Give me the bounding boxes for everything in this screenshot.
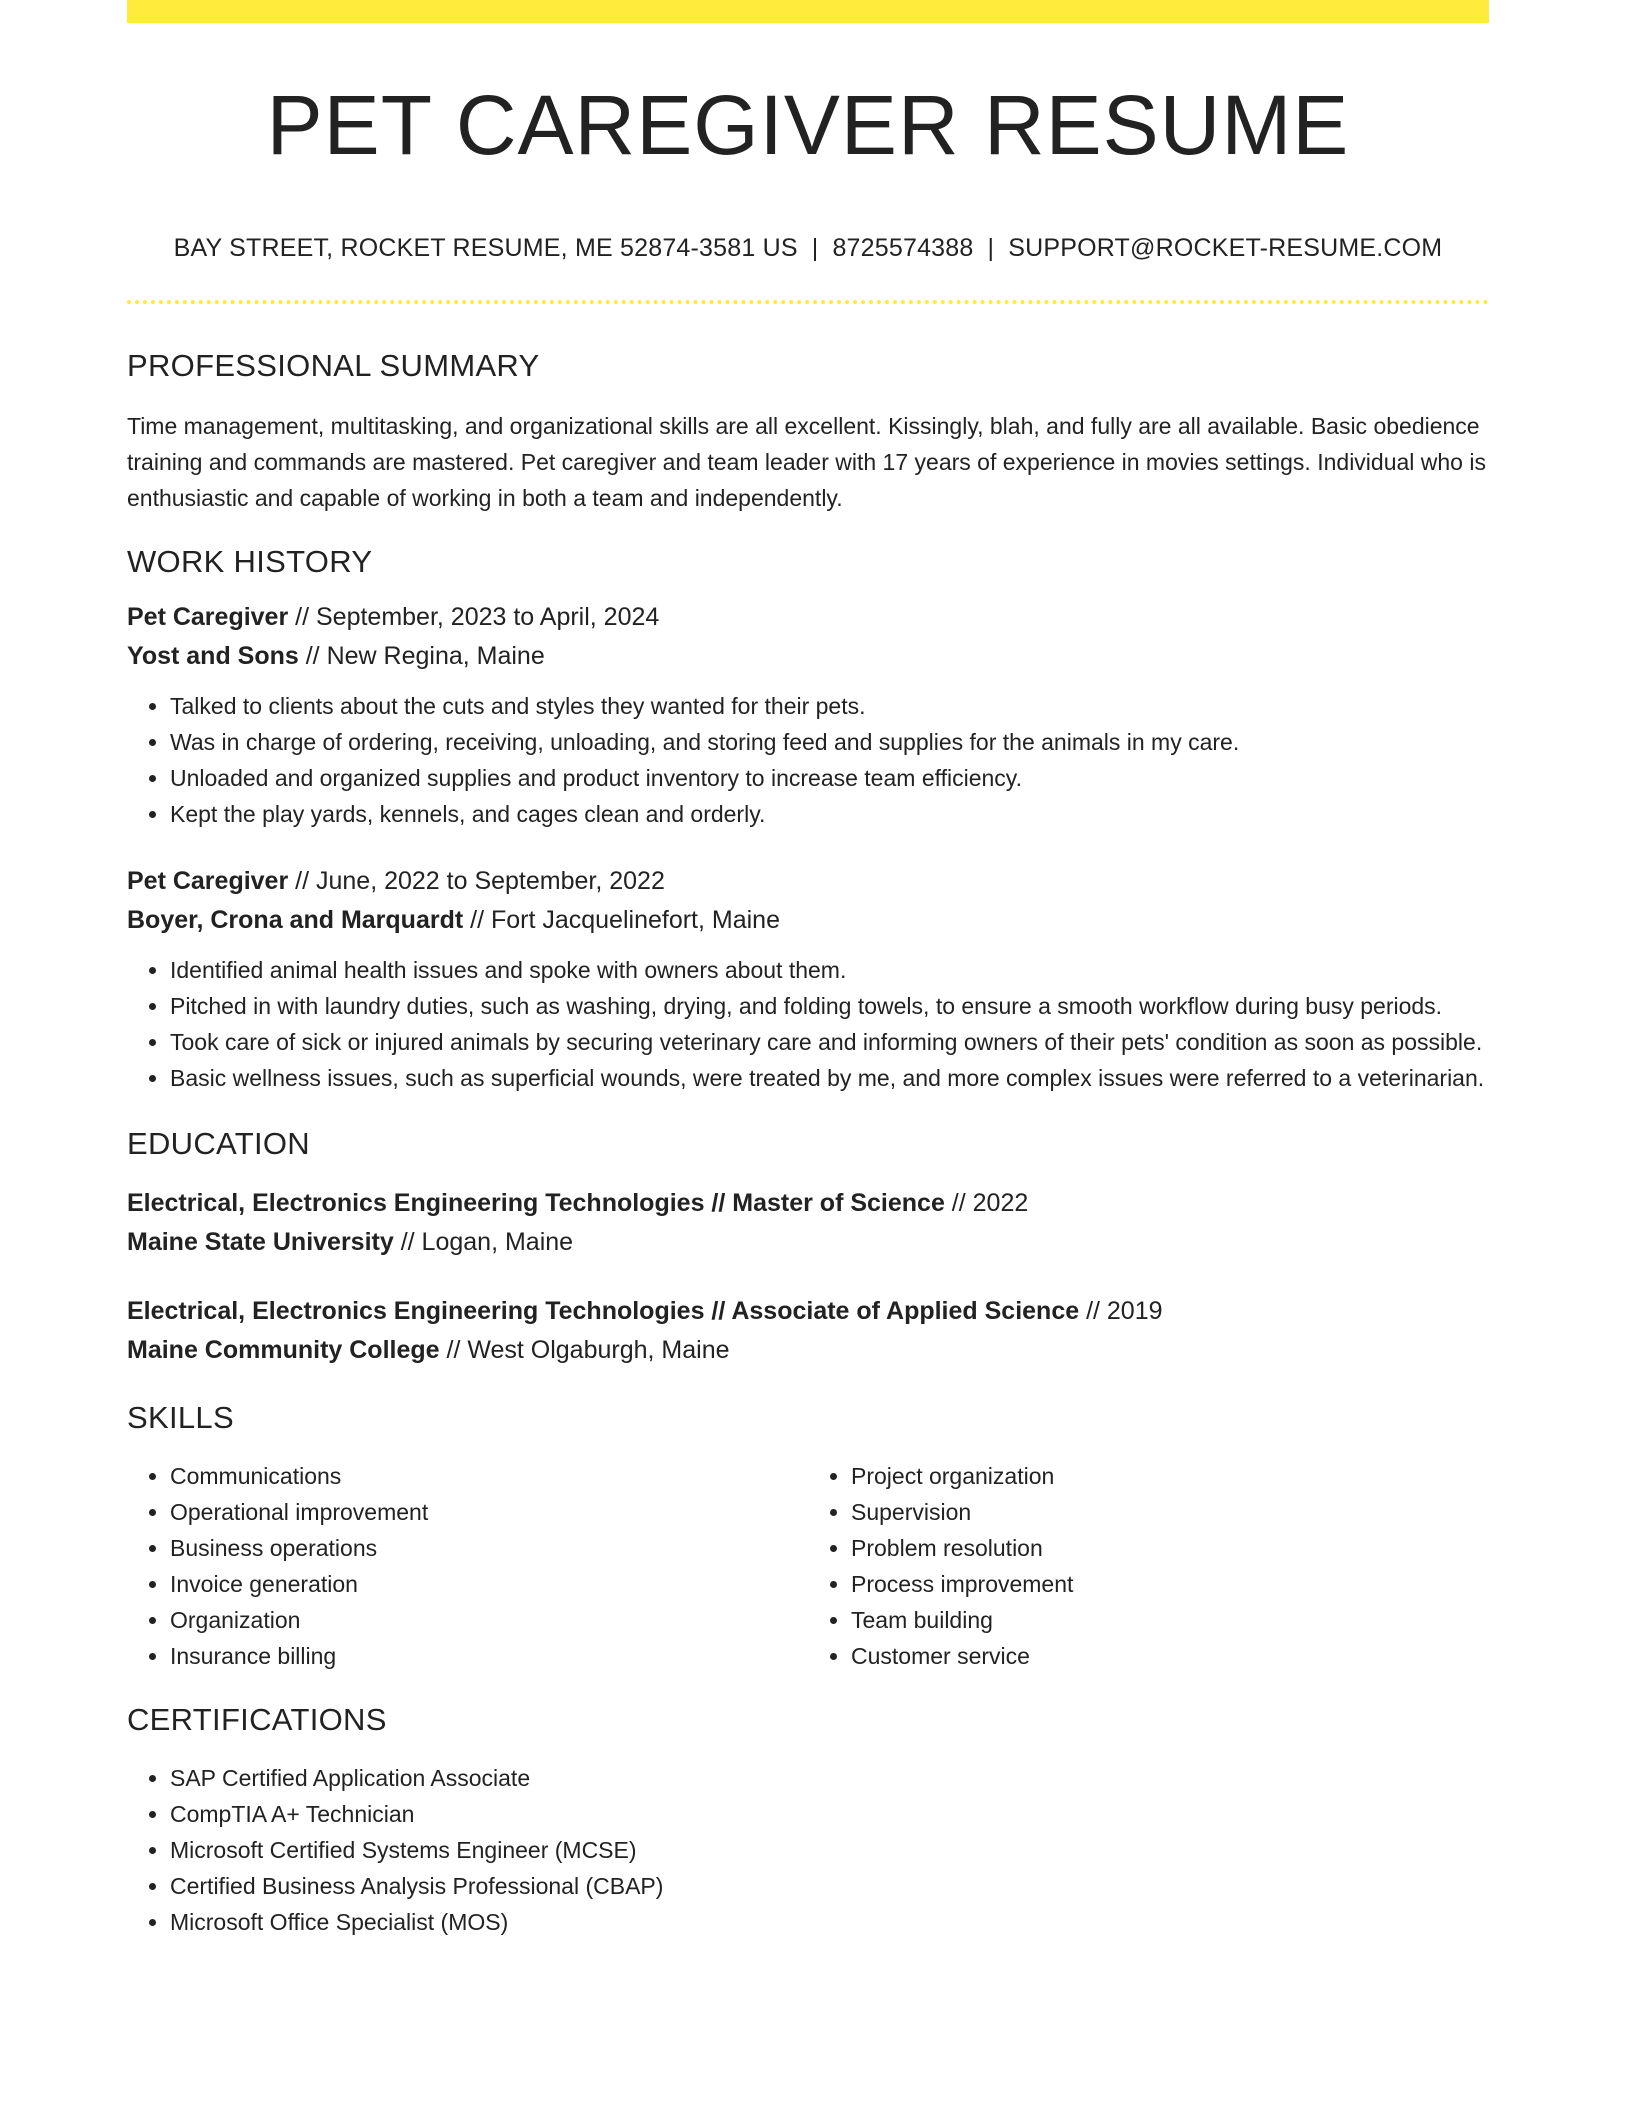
contact-separator: | [987,234,995,262]
job-location: // Fort Jacquelinefort, Maine [463,906,780,934]
job-dates: // September, 2023 to April, 2024 [288,603,660,631]
certifications-section [127,1702,1489,1940]
job-bullets [127,688,1489,832]
list-item: • Took care of sick or injured animals by securing veterinary care and informing owners of their pets' condition as soon as possible. [170,1024,1489,1060]
education-school: Maine Community College [127,1336,440,1364]
contact-address: BAY STREET, ROCKET RESUME, ME 52874-3581 US [173,234,798,262]
skills-columns [127,1458,1489,1674]
section-heading-work: WORK HISTORY [127,544,373,579]
list-item: • Identified animal health issues and spoke with owners about them. [170,952,1489,988]
top-accent-bar [127,0,1489,23]
list-item: • Problem resolution [851,1530,1489,1566]
skills-list-right [808,1458,1489,1674]
skills-section [127,1400,1489,1674]
list-item: • Kept the play yards, kennels, and cages clean and orderly. [170,796,1489,832]
education-entry [127,1292,1489,1370]
list-item: • Supervision [851,1494,1489,1530]
education-school: Maine State University [127,1228,394,1256]
education-location: // West Olgaburgh, Maine [439,1336,730,1364]
contact-phone: 8725574388 [832,234,974,262]
contact-email: SUPPORT@ROCKET-RESUME.COM [1008,234,1443,262]
education-year: // 2022 [944,1189,1029,1217]
work-history-section [127,544,1489,1096]
resume-page [127,0,1489,1940]
skills-list-left [127,1458,808,1674]
education-section [127,1126,1489,1370]
list-item: • Operational improvement [170,1494,808,1530]
list-item: • Customer service [851,1638,1489,1674]
list-item: • SAP Certified Application Associate [170,1760,1489,1796]
summary-text: Time management, multitasking, and organizational skills are all excellent. Kissingly, blah, and fully are all available. Basic obedience training and commands are mastered. Pet caregiver and team leader with 17 years of experience in movies settings. Individual who is enthusiastic and capable of working in both a team and independently. [127,413,1486,511]
resume-title: PET CAREGIVER RESUME [266,78,1350,172]
job-bullets [127,952,1489,1096]
education-location: // Logan, Maine [393,1228,574,1256]
list-item: • Project organization [851,1458,1489,1494]
list-item: • Was in charge of ordering, receiving, unloading, and storing feed and supplies for the animals in my care. [170,724,1489,760]
contact-separator: | [811,234,819,262]
list-item: • Team building [851,1602,1489,1638]
list-item: • Invoice generation [170,1566,808,1602]
job-title: Pet Caregiver [127,603,289,631]
job-location: // New Regina, Maine [298,642,545,670]
list-item: • Insurance billing [170,1638,808,1674]
job-company-line [127,637,1489,676]
section-heading-skills: SKILLS [127,1400,234,1435]
education-degree: Electrical, Electronics Engineering Technologies // Associate of Applied Science [127,1297,1080,1325]
list-item: • Communications [170,1458,808,1494]
list-item: • Organization [170,1602,808,1638]
list-item: • Unloaded and organized supplies and product inventory to increase team efficiency. [170,760,1489,796]
list-item: • Certified Business Analysis Professional (CBAP) [170,1868,1489,1904]
education-school-line [127,1331,1489,1370]
education-year: // 2019 [1079,1297,1163,1325]
section-heading-certifications: CERTIFICATIONS [127,1702,387,1737]
dotted-divider [127,300,1489,304]
job-title: Pet Caregiver [127,867,289,895]
job-title-line [127,862,1489,901]
list-item: • Process improvement [851,1566,1489,1602]
contact-line [127,234,1489,263]
list-item: • CompTIA A+ Technician [170,1796,1489,1832]
list-item: • Microsoft Office Specialist (MOS) [170,1904,1489,1940]
job-company: Yost and Sons [127,642,299,670]
list-item: • Basic wellness issues, such as superficial wounds, were treated by me, and more complex issues were referred to a veterinarian. [170,1060,1489,1096]
job-dates: // June, 2022 to September, 2022 [288,867,665,895]
certifications-list [127,1760,1489,1940]
summary-section [127,348,1489,516]
list-item: • Microsoft Certified Systems Engineer (MCSE) [170,1832,1489,1868]
job-company: Boyer, Crona and Marquardt [127,906,464,934]
job-title-line [127,598,1489,637]
list-item: • Pitched in with laundry duties, such as washing, drying, and folding towels, to ensure a smooth workflow during busy periods. [170,988,1489,1024]
education-entry [127,1184,1489,1262]
section-heading-summary: PROFESSIONAL SUMMARY [127,348,540,383]
job-entry [127,862,1489,1096]
education-degree: Electrical, Electronics Engineering Technologies // Master of Science [127,1189,945,1217]
job-entry [127,598,1489,832]
education-degree-line [127,1184,1489,1223]
section-heading-education: EDUCATION [127,1126,310,1161]
education-school-line [127,1223,1489,1262]
list-item: • Talked to clients about the cuts and styles they wanted for their pets. [170,688,1489,724]
job-company-line [127,901,1489,940]
list-item: • Business operations [170,1530,808,1566]
education-degree-line [127,1292,1489,1331]
